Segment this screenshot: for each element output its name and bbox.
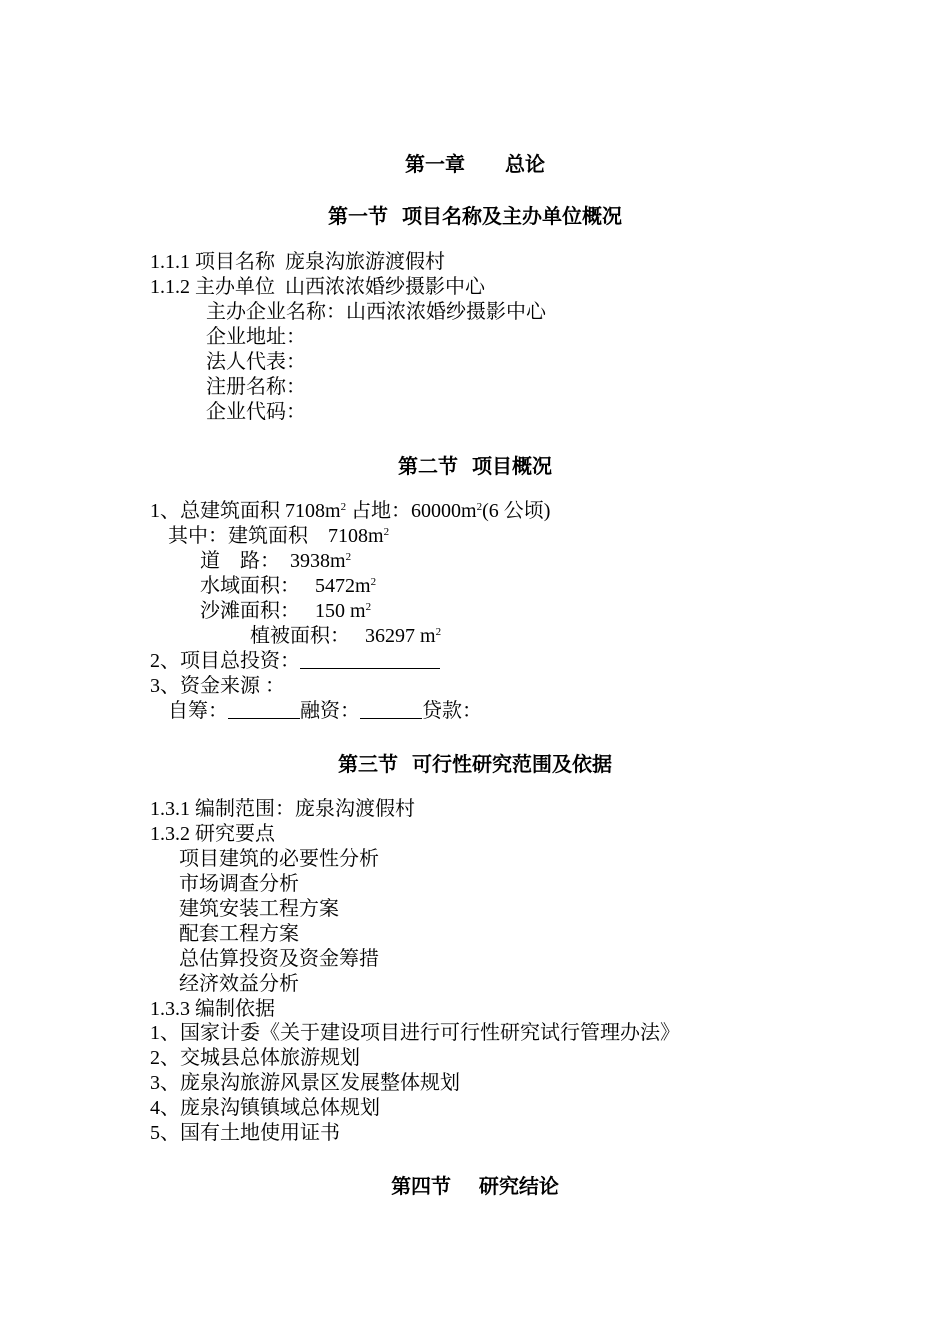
funds-source-line: 3、资金来源 ：	[150, 675, 285, 697]
research-point-item: 项目建筑的必要性分析	[179, 848, 379, 870]
funds-breakdown-line	[168, 699, 482, 723]
legal-rep-line: 法人代表：	[206, 351, 306, 373]
sup: 2	[365, 601, 372, 613]
self-funded-blank	[228, 700, 300, 719]
sup: 2	[340, 501, 347, 513]
build-area-text: 其中：建筑面积 7108m	[168, 525, 384, 547]
water-area-text: 水域面积： 5472m	[200, 575, 371, 597]
section-4-title: 第四节 研究结论	[391, 1174, 559, 1198]
self-funded-label: 自筹：	[168, 700, 228, 722]
road-area-text: 道 路： 3938m	[200, 550, 346, 572]
financing-blank	[360, 700, 422, 719]
sup: 2	[476, 501, 483, 513]
basis-item: 2、交城县总体旅游规划	[150, 1047, 360, 1069]
financing-label: 融资：	[300, 700, 360, 722]
basis-item: 5、国有土地使用证书	[150, 1122, 340, 1144]
investment-line	[150, 649, 440, 673]
road-area-line	[200, 549, 351, 573]
investment-blank	[300, 650, 440, 669]
investment-label: 2、项目总投资：	[150, 650, 300, 672]
research-point-item: 建筑安装工程方案	[179, 898, 339, 920]
build-area-line	[168, 524, 389, 548]
water-area-line	[200, 574, 376, 598]
beach-area-line	[200, 599, 371, 623]
total-area-text: 1、总建筑面积 7108m	[150, 500, 341, 522]
sup: 2	[370, 576, 377, 588]
vegetation-area-text: 植被面积： 36297 m	[250, 625, 436, 647]
scope-line: 1.3.1 编制范围：庞泉沟渡假村	[150, 798, 415, 820]
site-area-text: 占地：60000m	[346, 500, 477, 522]
section-1-title: 第一节 项目名称及主办单位概况	[328, 204, 622, 228]
research-point-item: 总估算投资及资金筹措	[179, 948, 379, 970]
project-name-line: 1.1.1 项目名称 庞泉沟旅游渡假村	[150, 251, 445, 273]
research-point-item: 经济效益分析	[179, 973, 299, 995]
basis-item: 3、庞泉沟旅游风景区发展整体规划	[150, 1072, 460, 1094]
loan-label: 贷款：	[422, 700, 482, 722]
host-unit-line: 1.1.2 主办单位 山西浓浓婚纱摄影中心	[150, 276, 485, 298]
basis-line: 1.3.3 编制依据	[150, 998, 275, 1020]
research-point-item: 市场调查分析	[179, 873, 299, 895]
reg-name-line: 注册名称：	[206, 376, 306, 398]
section-3-title: 第三节 可行性研究范围及依据	[338, 752, 612, 776]
vegetation-area-line	[250, 624, 441, 648]
total-area-line	[150, 499, 550, 523]
beach-area-text: 沙滩面积： 150 m	[200, 600, 366, 622]
section-2-title: 第二节 项目概况	[398, 454, 552, 478]
sup: 2	[383, 526, 390, 538]
company-code-line: 企业代码：	[206, 401, 306, 423]
basis-item: 1、国家计委《关于建设项目进行可行性研究试行管理办法》	[150, 1022, 680, 1044]
sup: 2	[345, 551, 352, 563]
basis-item: 4、庞泉沟镇镇域总体规划	[150, 1097, 380, 1119]
research-point-item: 配套工程方案	[179, 923, 299, 945]
research-points-line: 1.3.2 研究要点	[150, 823, 275, 845]
hectare-text: (6 公顷)	[482, 500, 551, 522]
company-name-line: 主办企业名称：山西浓浓婚纱摄影中心	[206, 301, 546, 323]
chapter-title: 第一章 总论	[405, 152, 545, 176]
sup: 2	[435, 626, 442, 638]
company-address-line: 企业地址：	[206, 326, 306, 348]
